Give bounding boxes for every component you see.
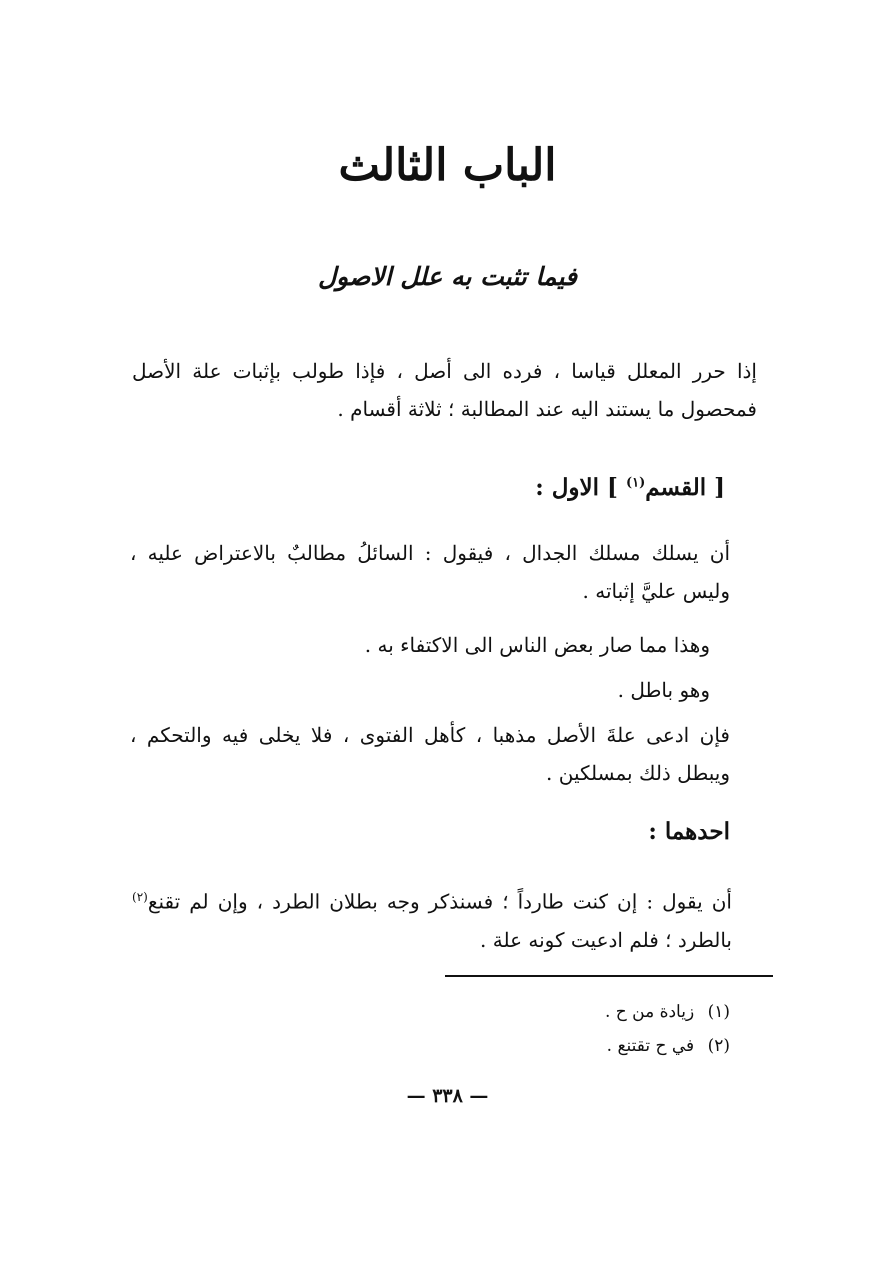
footnote-text: زيادة من ح .: [604, 1002, 695, 1022]
paragraph-2: وهذا مما صار بعض الناس الى الاكتفاء به .: [364, 633, 710, 657]
section-heading-first: [535, 474, 725, 501]
footnote-ref-1: (١): [625, 475, 646, 491]
paragraph-1: أن يسلك مسلك الجدال ، فيقول : السائلُ مطالبٌ بالاعتراض عليه ، وليس عليَّ إثباته .: [130, 541, 730, 603]
footnote-number: (٢): [707, 1036, 730, 1056]
paragraph-5: [132, 878, 732, 959]
footnote-divider: [445, 975, 773, 977]
section-heading-open: [ القسم: [645, 474, 725, 501]
footnote-ref-2: (٢): [132, 890, 148, 904]
page-number: — ٣٣٨ —: [406, 1085, 489, 1107]
paragraph-5-text-a: أن يقول : إن كنت طارداً ؛ فسنذكر وجه بطلان الطرد ، وإن لم تقنع: [147, 889, 732, 914]
paragraph-4: فإن ادعى علةَ الأصل مذهبا ، كأهل الفتوى ، فلا يخلى فيه والتحكم ، ويبطل ذلك بمسلكين .: [130, 723, 730, 785]
intro-paragraph: إذا حرر المعلل قياسا ، فرده الى أصل ، فإذا طولب بإثبات علة الأصل فمحصول ما يستند اليه عند المطالبة ؛ ثلاثة أقسام .: [132, 359, 757, 421]
footnote-item: [430, 995, 730, 1029]
footnote-item: [430, 1029, 730, 1063]
section-heading-second: احدهما :: [648, 818, 730, 845]
chapter-title: الباب الثالث: [338, 140, 557, 191]
footnotes: [430, 995, 730, 1063]
paragraph-5-text-b: بالطرد ؛ فلم ادعيت كونه علة .: [480, 927, 732, 952]
footnote-number: (١): [707, 1002, 730, 1022]
paragraph-3: وهو باطل .: [617, 678, 710, 702]
section-heading-close: ] الاول :: [535, 474, 618, 501]
chapter-subtitle: فيما تثبت به علل الاصول: [318, 262, 577, 291]
footnote-text: في ح تقتنع .: [606, 1036, 695, 1056]
